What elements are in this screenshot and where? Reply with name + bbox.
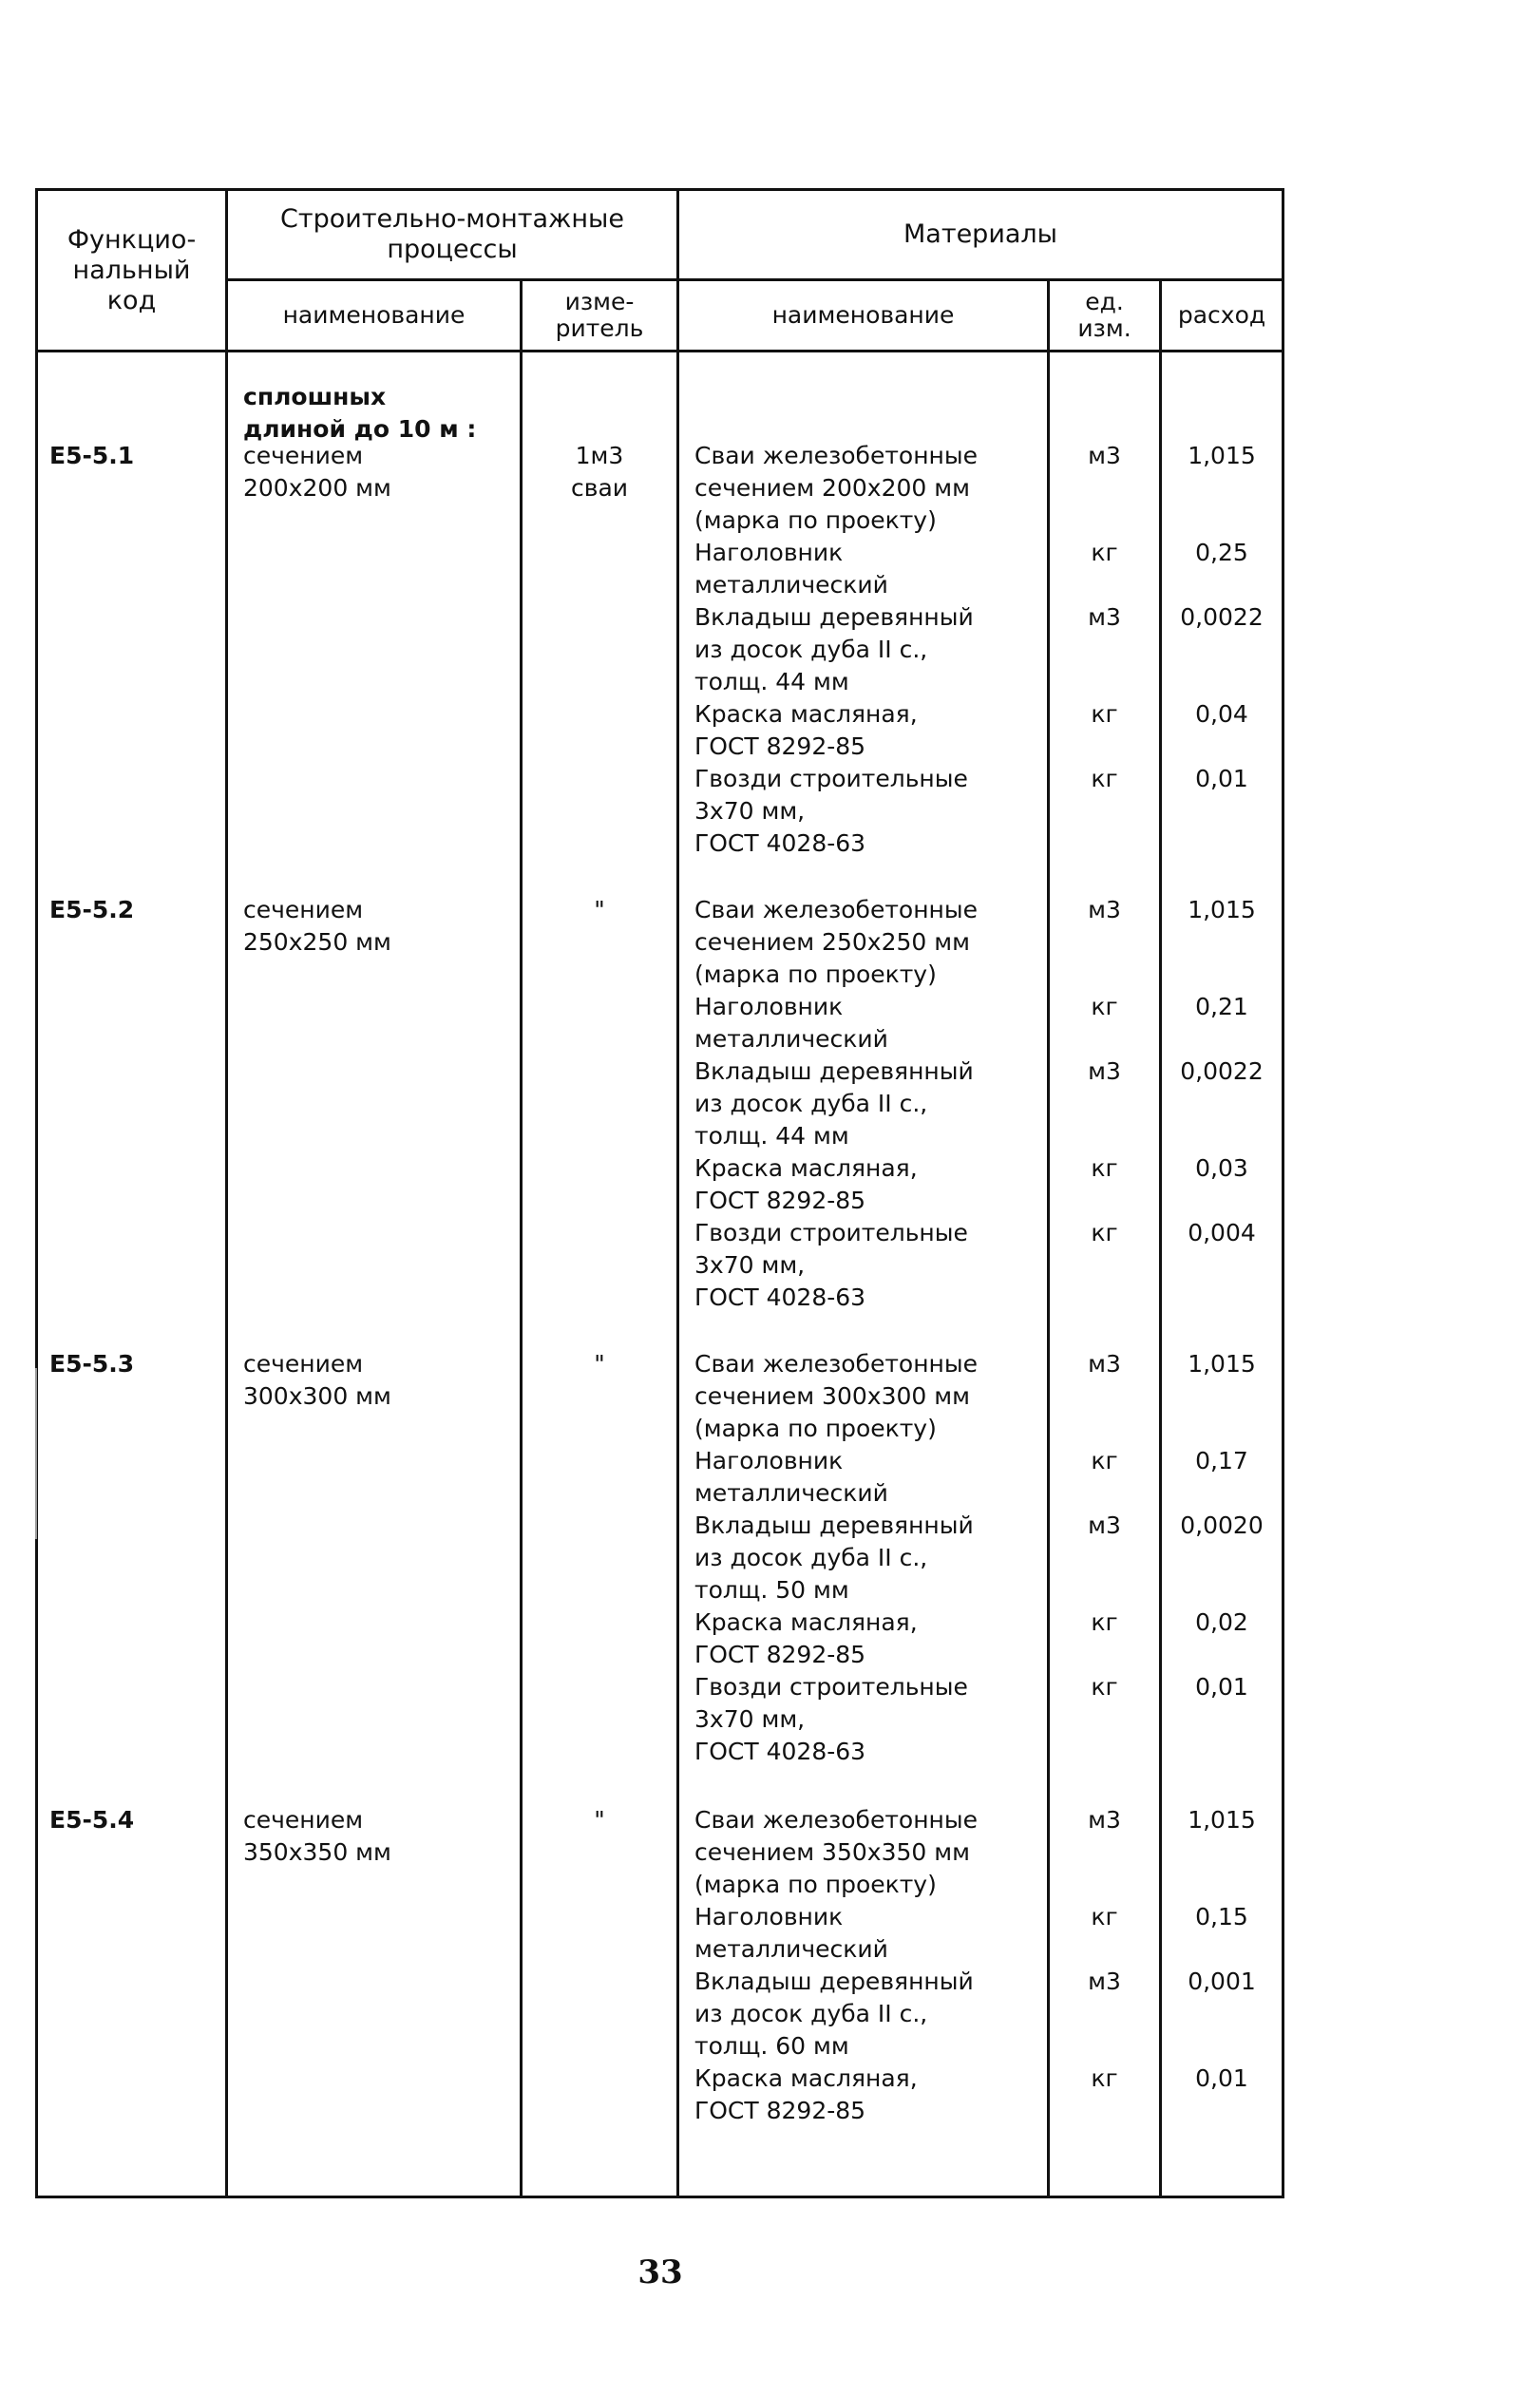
material-name: Сваи железобетонные сечением 200х200 мм (марка по проекту)	[694, 442, 979, 534]
material-unit: кг	[1091, 1447, 1118, 1474]
row-process-name: сечением 250х250 мм	[243, 896, 391, 956]
material-name: Сваи железобетонные сечением 350х350 мм (марка по проекту)	[694, 1806, 979, 1898]
header-materials: Материалы	[678, 190, 1283, 280]
row-code: Е5-5.3	[49, 1350, 135, 1378]
material-qty: 0,25	[1195, 539, 1248, 566]
material-unit: м3	[1088, 1968, 1121, 1995]
header-proc-name: наименование	[227, 280, 522, 352]
material-name: Гвозди строительные 3х70 мм, ГОСТ 4028-63	[694, 1673, 968, 1765]
material-name: Вкладыш деревянный из досок дуба II с., толщ. 44 мм	[694, 1057, 974, 1150]
col-qty	[1161, 352, 1283, 2197]
row-process-unit: "	[594, 896, 605, 923]
material-qty: 0,0022	[1180, 603, 1264, 631]
scan-artifact-line	[35, 1368, 37, 1539]
material-name: Краска масляная, ГОСТ 8292-85	[694, 700, 918, 760]
material-qty: 1,015	[1188, 896, 1256, 923]
material-qty: 0,001	[1188, 1968, 1256, 1995]
row-process-name: сечением 300х300 мм	[243, 1350, 391, 1410]
page-number: 33	[637, 2253, 683, 2291]
row-process-unit: "	[594, 1806, 605, 1834]
material-qty: 0,04	[1195, 700, 1248, 728]
material-unit: кг	[1091, 1154, 1118, 1182]
norms-table	[35, 188, 1284, 2198]
row-code: Е5-5.1	[49, 442, 135, 469]
material-unit: м3	[1088, 1057, 1121, 1085]
header-code: Функцио- нальный код	[37, 190, 227, 352]
material-name: Наголовник металлический	[694, 1447, 888, 1507]
material-unit: м3	[1088, 896, 1121, 923]
col-unit	[522, 352, 678, 2197]
header-processes: Строительно-монтажные процессы	[227, 190, 678, 280]
material-unit: кг	[1091, 1219, 1118, 1246]
col-code	[37, 352, 227, 2197]
material-name: Краска масляная, ГОСТ 8292-85	[694, 1154, 918, 1214]
material-qty: 0,21	[1195, 993, 1248, 1020]
material-qty: 0,01	[1195, 765, 1248, 792]
material-qty: 0,0022	[1180, 1057, 1264, 1085]
row-process-name: сечением 200х200 мм	[243, 442, 391, 502]
col-eu	[1049, 352, 1161, 2197]
material-name: Краска масляная, ГОСТ 8292-85	[694, 2064, 918, 2124]
material-name: Гвозди строительные 3х70 мм, ГОСТ 4028-63	[694, 765, 968, 857]
group-title: сплошных длиной до 10 м :	[243, 383, 477, 443]
material-qty: 0,01	[1195, 2064, 1248, 2092]
material-qty: 0,0020	[1180, 1512, 1264, 1539]
material-unit: м3	[1088, 603, 1121, 631]
header-mat-name: наименование	[678, 280, 1049, 352]
material-qty: 0,03	[1195, 1154, 1248, 1182]
material-unit: кг	[1091, 765, 1118, 792]
header-mat-unit: ед. изм.	[1049, 280, 1161, 352]
material-name: Вкладыш деревянный из досок дуба II с., толщ. 60 мм	[694, 1968, 974, 2060]
material-unit: кг	[1091, 1608, 1118, 1636]
material-unit: кг	[1091, 2064, 1118, 2092]
material-unit: м3	[1088, 1512, 1121, 1539]
material-name: Сваи железобетонные сечением 300х300 мм (марка по проекту)	[694, 1350, 979, 1442]
material-name: Вкладыш деревянный из досок дуба II с., толщ. 50 мм	[694, 1512, 974, 1604]
material-unit: кг	[1091, 993, 1118, 1020]
row-process-unit: 1м3 сваи	[570, 442, 629, 502]
material-unit: м3	[1088, 1350, 1121, 1378]
material-qty: 0,004	[1188, 1219, 1256, 1246]
material-unit: кг	[1091, 700, 1118, 728]
col-mat	[678, 352, 1049, 2197]
material-name: Гвозди строительные 3х70 мм, ГОСТ 4028-63	[694, 1219, 968, 1311]
material-qty: 0,02	[1195, 1608, 1248, 1636]
material-unit: кг	[1091, 539, 1118, 566]
material-name: Наголовник металлический	[694, 539, 888, 599]
row-process-name: сечением 350х350 мм	[243, 1806, 391, 1866]
material-name: Наголовник металлический	[694, 1903, 888, 1963]
material-qty: 0,01	[1195, 1673, 1248, 1701]
material-name: Сваи железобетонные сечением 250х250 мм (марка по проекту)	[694, 896, 979, 988]
material-qty: 1,015	[1188, 1350, 1256, 1378]
material-qty: 0,17	[1195, 1447, 1248, 1474]
material-qty: 0,15	[1195, 1903, 1248, 1930]
row-code: Е5-5.4	[49, 1806, 135, 1834]
header-mat-qty: расход	[1161, 280, 1283, 352]
material-name: Наголовник металлический	[694, 993, 888, 1053]
header-proc-unit: изме- ритель	[522, 280, 678, 352]
material-name: Краска масляная, ГОСТ 8292-85	[694, 1608, 918, 1668]
col-proc	[227, 352, 522, 2197]
material-qty: 1,015	[1188, 1806, 1256, 1834]
row-process-unit: "	[594, 1350, 605, 1378]
row-code: Е5-5.2	[49, 896, 135, 923]
material-qty: 1,015	[1188, 442, 1256, 469]
material-unit: м3	[1088, 442, 1121, 469]
material-unit: кг	[1091, 1903, 1118, 1930]
material-unit: кг	[1091, 1673, 1118, 1701]
material-name: Вкладыш деревянный из досок дуба II с., толщ. 44 мм	[694, 603, 974, 695]
material-unit: м3	[1088, 1806, 1121, 1834]
